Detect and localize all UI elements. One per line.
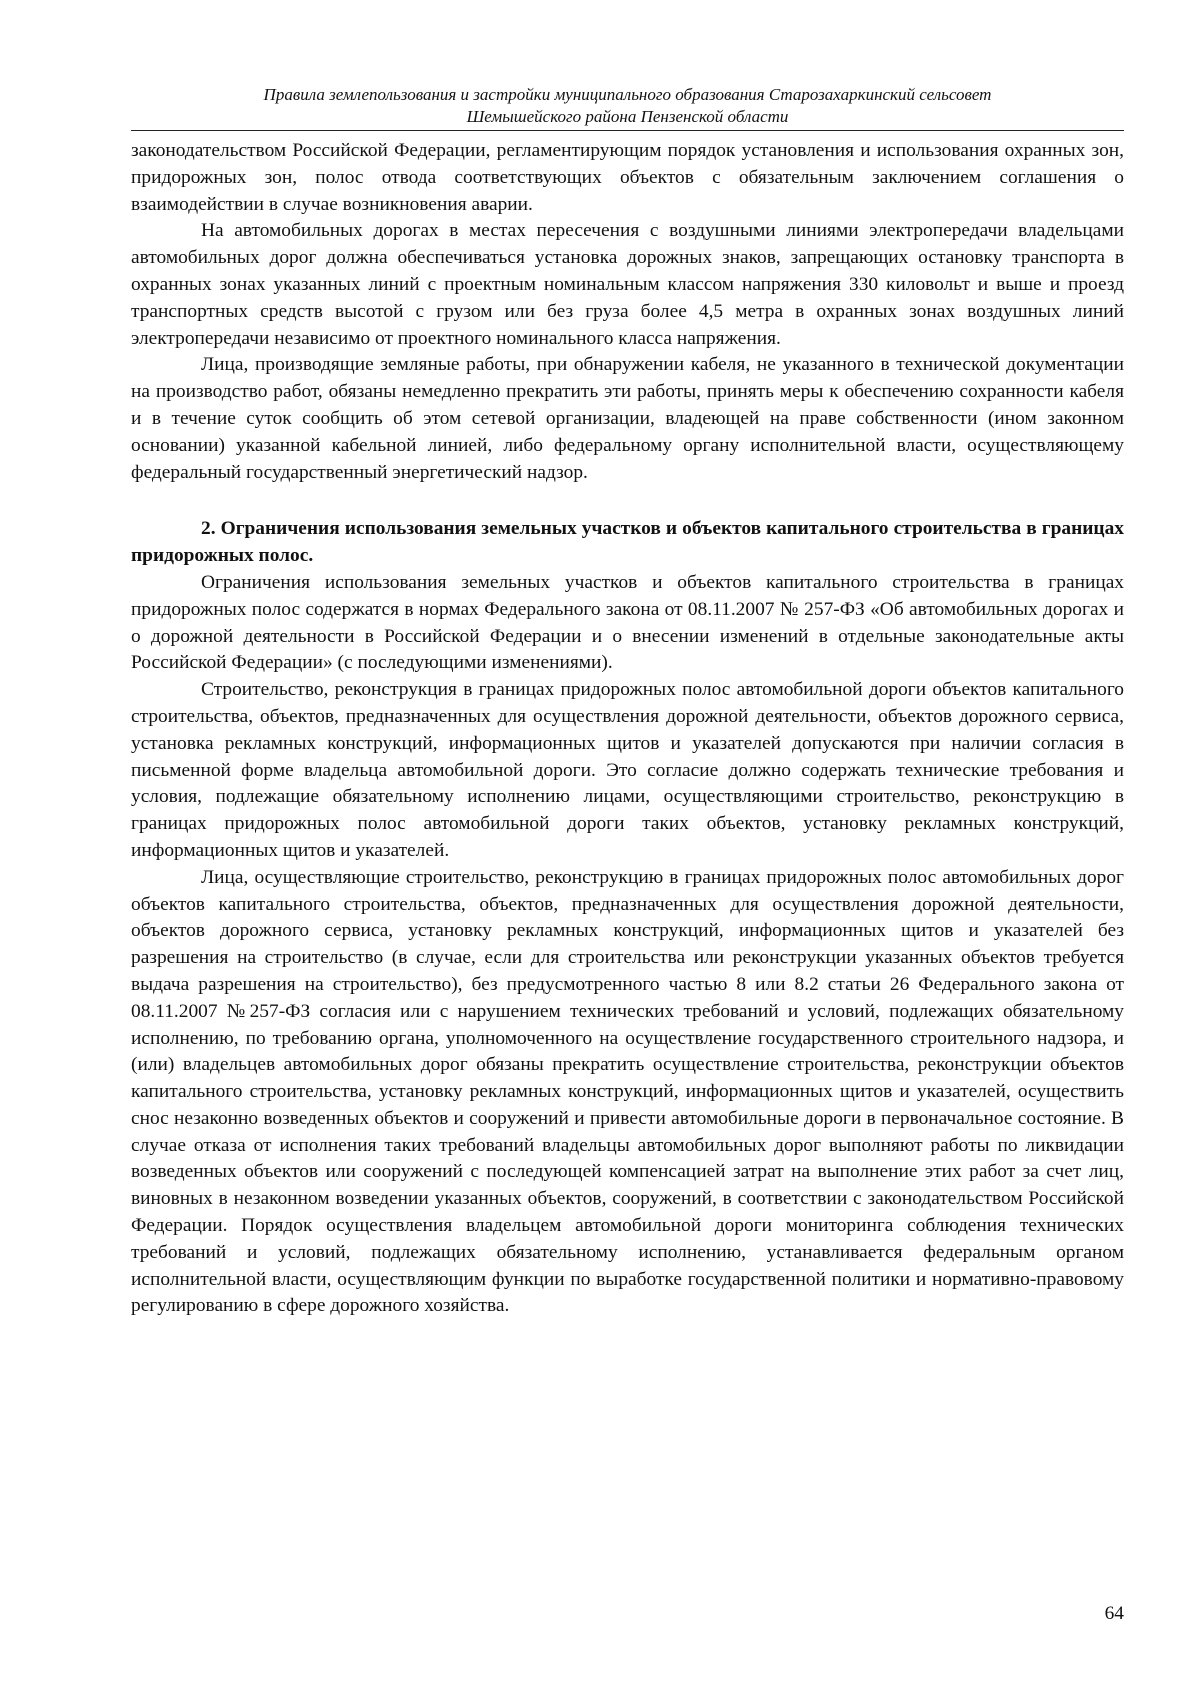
running-header-line-2: Шемышейского района Пензенской области: [466, 107, 789, 126]
document-body: [131, 138, 1124, 1320]
paragraph-construction: Строительство, реконструкция в границах придорожных полос автомобильной дороги объектов капитального строительства, объектов, предназначенных для осуществления дорожной деятельности, объектов дорожного сервиса, установка рекламных конструкций, информационных щитов и указателей допускаются при наличии согласия в письменной форме владельца автомобильной дороги. Это согласие должно содержать технические требования и условия, подлежащие обязательному исполнению лицами, осуществляющими строительство, реконструкцию в границах придорожных полос автомобильной дороги таких объектов, установку рекламных конструкций, информационных щитов и указателей.: [131, 679, 1124, 861]
page-number: 64: [1104, 1603, 1124, 1624]
paragraph-restrictions: Ограничения использования земельных участков и объектов капитального строительства в границах придорожных полос содержатся в нормах Федерального закона от 08.11.2007 № 257-ФЗ «Об автомобильных дорогах и о дорожной деятельности в Российской Федерации и о внесении изменений в отдельные законодательные акты Российской Федерации» (с последующими изменениями).: [131, 571, 1124, 674]
paragraph-violations: Лица, осуществляющие строительство, реконструкцию в границах придорожных полос автомобильных дорог объектов капитального строительства, объектов, предназначенных для осуществления дорожной деятельности, объектов дорожного сервиса, установку рекламных конструкций, информационных щитов и указателей без разрешения на строительство (в случае, если для строительства или реконструкции указанных объектов требуется выдача разрешения на строительство), без предусмотренного частью 8 или 8.2 статьи 26 Федерального закона от 08.11.2007 №257-ФЗ согласия или с нарушением технических требований и условий, подлежащих обязательному исполнению, по требованию органа, уполномоченного на осуществление государственного строительного надзора, и (или) владельцев автомобильных дорог обязаны прекратить осуществление строительства, реконструкции объектов капитального строительства, установку рекламных конструкций, информационных щитов и указателей, осуществить снос незаконно возведенных объектов и сооружений и привести автомобильные дороги в первоначальное состояние. В случае отказа от исполнения таких требований владельцы автомобильных дорог выполняют работы по ликвидации возведенных объектов или сооружений с последующей компенсацией затрат на выполнение этих работ за счет лиц, виновных в незаконном возведении указанных объектов, сооружений, в соответствии с законодательством Российской Федерации. Порядок осуществления владельцем автомобильной дороги мониторинга соблюдения технических требований и условий, подлежащих обязательному исполнению, устанавливается федеральным органом исполнительной власти, осуществляющим функции по выработке государственной политики и нормативно-правовому регулированию в сфере дорожного хозяйства.: [131, 866, 1124, 1317]
document-page: [131, 0, 1124, 1697]
paragraph-power-lines: На автомобильных дорогах в местах пересечения с воздушными линиями электропередачи владельцами автомобильных дорог должна обеспечиваться установка дорожных знаков, запрещающих остановку транспорта в охранных зонах указанных линий с проектным номинальным классом напряжения 330 киловольт и выше и проезд транспортных средств высотой с грузом или без груза более 4,5 метра в охранных зонах воздушных линий электропередачи независимо от проектного номинального класса напряжения.: [131, 220, 1124, 349]
running-header: [131, 84, 1124, 131]
paragraph-continued: законодательством Российской Федерации, регламентирующим порядок установления и использования охранных зон, придорожных зон, полос отвода соответствующих объектов с обязательным заключением соглашения о взаимодействии в случае возникновения аварии.: [131, 140, 1124, 215]
paragraph-earthworks: Лица, производящие земляные работы, при обнаружении кабеля, не указанного в технической документации на производство работ, обязаны немедленно прекратить эти работы, принять меры к обеспечению сохранности кабеля и в течение суток сообщить об этом сетевой организации, владеющей на праве собственности (ином законном основании) указанной кабельной линией, либо федеральному органу исполнительной власти, осуществляющему федеральный государственный энергетический надзор.: [131, 354, 1124, 483]
section-heading: 2. Ограничения использования земельных участков и объектов капитального строительства в границах придорожных полос.: [131, 518, 1124, 567]
running-header-line-1: Правила землепользования и застройки муниципального образования Старозахаркинский сельсовет: [263, 85, 992, 104]
